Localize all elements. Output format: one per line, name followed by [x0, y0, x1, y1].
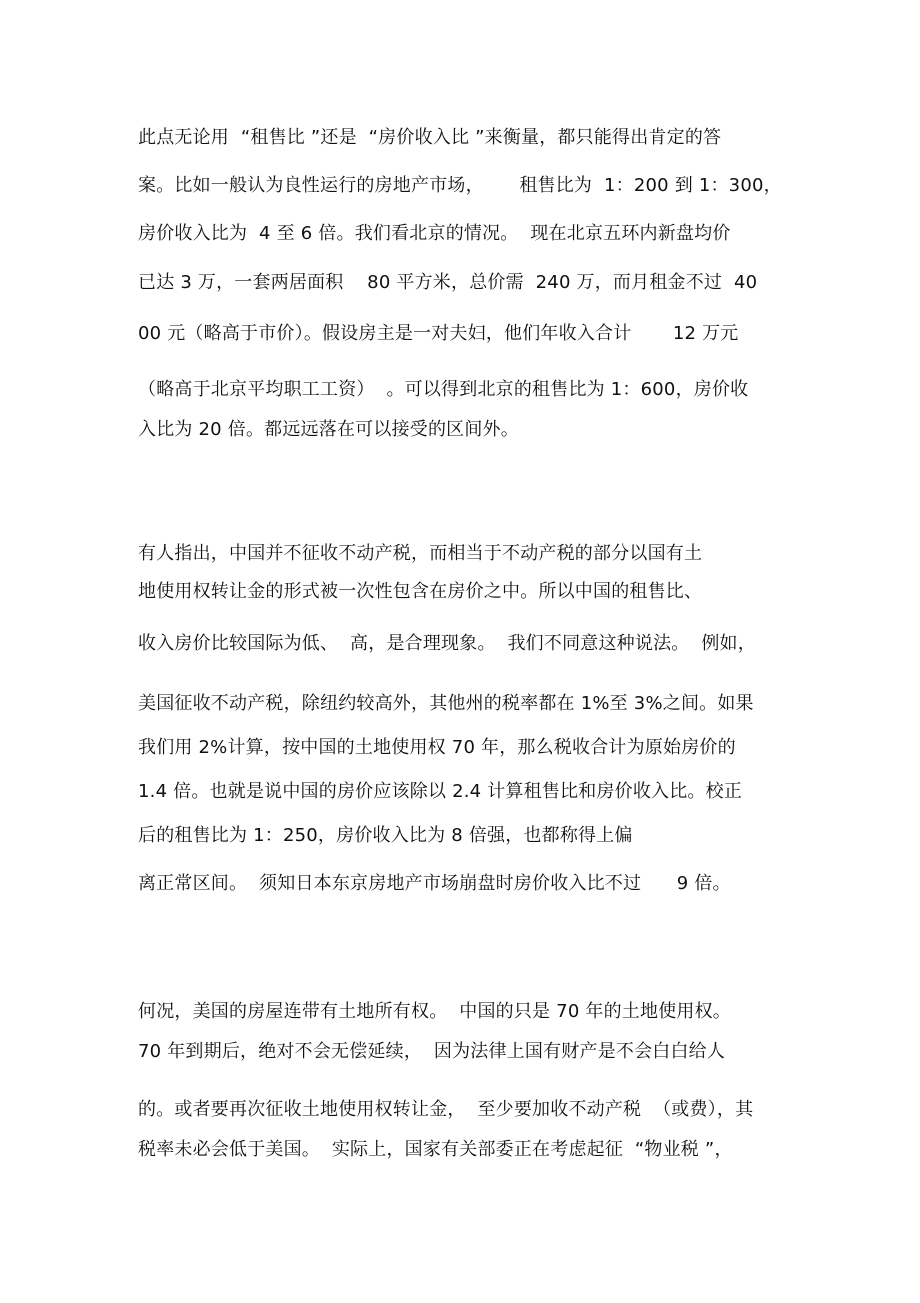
paragraph-3-line-1: 何况，美国的房屋连带有土地所有权。 中国的只是 70 年的土地使用权。: [138, 1001, 731, 1022]
paragraph-2-line-6: 1.4 倍。也就是说中国的房价应该除以 2.4 计算租售比和房价收入比。校正: [138, 781, 743, 802]
paragraph-1-line-6: （略高于北京平均职工工资） 。可以得到北京的租售比为 1：600，房价收: [138, 379, 749, 400]
paragraph-2-line-2: 地使用权转让金的形式被一次性包含在房价之中。所以中国的租售比、: [138, 581, 703, 602]
paragraph-2-line-4: 美国征收不动产税，除纽约较高外，其他州的税率都在 1%至 3%之间。如果: [138, 693, 754, 714]
paragraph-3-line-4: 税率未必会低于美国。 实际上，国家有关部委正在考虑起征 “物业税 ”，: [138, 1139, 733, 1160]
paragraph-1-line-3: 房价收入比为 4 至 6 倍。我们看北京的情况。 现在北京五环内新盘均价: [138, 223, 731, 244]
paragraph-1-line-2: 案。比如一般认为良性运行的房地产市场， 租售比为 1：200 到 1：300，: [138, 175, 782, 196]
paragraph-2-line-1: 有人指出，中国并不征收不动产税，而相当于不动产税的部分以国有土: [138, 543, 703, 564]
paragraph-2-line-8: 离正常区间。 须知日本东京房地产市场崩盘时房价收入比不过 9 倍。: [138, 873, 731, 894]
paragraph-1-line-5: 00 元（略高于市价）。假设房主是一对夫妇，他们年收入合计 12 万元: [138, 323, 739, 344]
paragraph-3-line-2: 70 年到期后，绝对不会无偿延续， 因为法律上国有财产是不会白白给人: [138, 1041, 726, 1062]
paragraph-2-line-3: 收入房价比较国际为低、 高，是合理现象。 我们不同意这种说法。 例如，: [138, 633, 756, 654]
paragraph-3-line-3: 的。或者要再次征收土地使用权转让金， 至少要加收不动产税 （或费），其: [138, 1099, 754, 1120]
paragraph-2-line-5: 我们用 2%计算，按中国的土地使用权 70 年，那么税收合计为原始房价的: [138, 737, 736, 758]
paragraph-1-line-7: 入比为 20 倍。都远远落在可以接受的区间外。: [138, 419, 519, 440]
paragraph-2-line-7: 后的租售比为 1：250，房价收入比为 8 倍强，也都称得上偏: [138, 825, 633, 846]
paragraph-1-line-4: 已达 3 万，一套两居面积 80 平方米，总价需 240 万，而月租金不过 40: [138, 272, 758, 293]
paragraph-1-line-1: 此点无论用 “租售比 ”还是 “房价收入比 ”来衡量，都只能得出肯定的答: [138, 127, 722, 148]
